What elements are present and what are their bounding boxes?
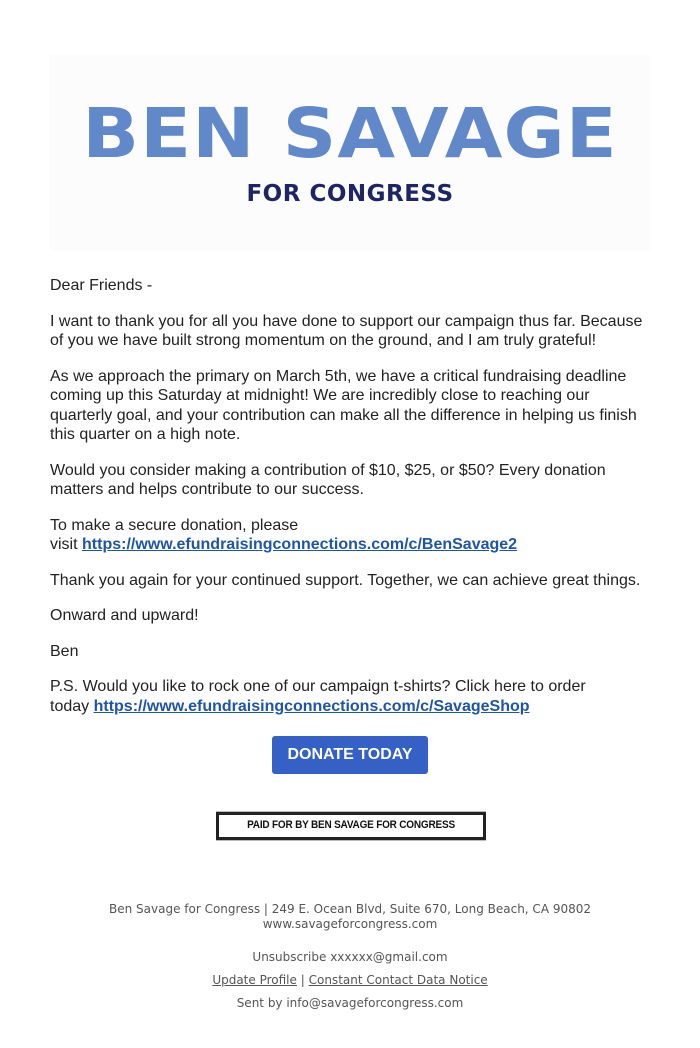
donate-link[interactable]: https://www.efundraisingconnections.com/c/BenSavage2 [82, 536, 518, 553]
letter-body [50, 276, 650, 732]
paragraph-onward: Onward and upward! [50, 607, 199, 624]
signature: Ben [50, 642, 79, 660]
footer-unsubscribe[interactable]: Unsubscribe xxxxxx@gmail.com [252, 950, 448, 964]
header-banner [50, 55, 650, 250]
paragraph-donate [50, 516, 650, 555]
donate-today-button[interactable]: DONATE TODAY [272, 736, 428, 774]
paragraph-ask: Would you consider making a contribution of $10, $25, or $50? Every donation matters and helps contribute to our success. [50, 461, 606, 498]
greeting: Dear Friends - [50, 277, 153, 294]
ps-text-line1: P.S. Would you like to rock one of our campaign t-shirts? Click here to order [50, 678, 586, 695]
footer-website: www.savageforcongress.com [262, 917, 438, 931]
update-profile-link[interactable]: Update Profile [212, 973, 297, 987]
paragraph-closing: Thank you again for your continued support. Together, we can achieve great things. [50, 571, 641, 589]
donate-text-line1: To make a secure donation, please [50, 516, 299, 534]
footer-separator: | [300, 973, 305, 987]
footer-sent-by: Sent by info@savageforcongress.com [236, 996, 464, 1010]
paragraph-thanks: I want to thank you for all you have done to support our campaign thus far. Because of you we have built strong momentum on the ground, and I am truly grateful! [50, 312, 643, 349]
ps-text-line2: today [50, 697, 90, 715]
logo-subtitle: FOR CONGRESS [246, 181, 454, 207]
paragraph-ps [50, 677, 650, 716]
paragraph-deadline: As we approach the primary on March 5th, we have a critical fundraising deadline coming up this Saturday at midnight! We are incredibly close to reaching our quarterly goal, and your contribution can make all the difference in helping us finish this quarter on a high note. [50, 367, 637, 443]
logo-name: BEN SAVAGE [82, 94, 618, 174]
paid-for-disclaimer: PAID FOR BY BEN SAVAGE FOR CONGRESS [216, 812, 486, 841]
shop-link[interactable]: https://www.efundraisingconnections.com/c/SavageShop [93, 697, 530, 715]
footer-address: Ben Savage for Congress | 249 E. Ocean Blvd, Suite 670, Long Beach, CA 90802 [108, 902, 592, 916]
donate-text-line2: visit [50, 536, 78, 553]
footer-links [0, 973, 700, 988]
data-notice-link[interactable]: Constant Contact Data Notice [308, 973, 488, 987]
